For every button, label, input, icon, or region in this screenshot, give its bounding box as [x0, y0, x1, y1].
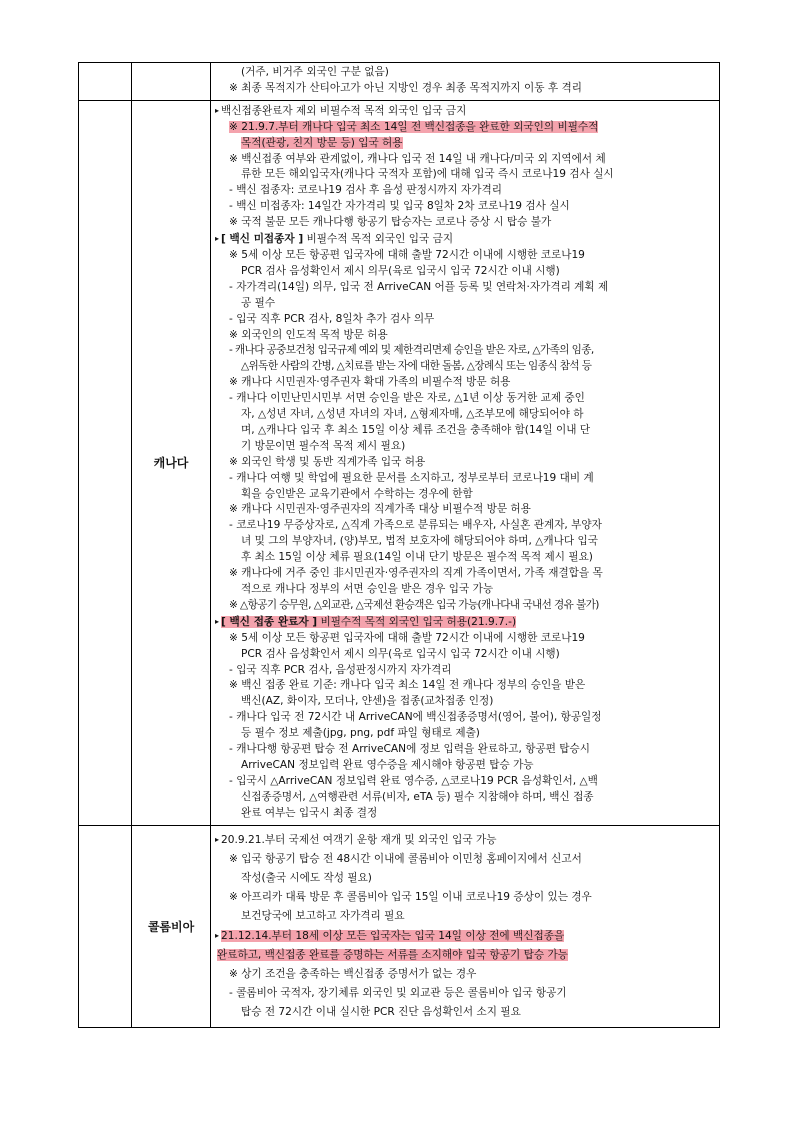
text-line: 획을 승인받은 교육기관에서 수학하는 경우에 한함 — [241, 487, 473, 500]
triangle-bullet-icon: ▸ — [215, 834, 220, 844]
text-line: - 코로나19 무증상자로, △직계 가족으로 분류되는 배우자, 사실혼 관계자, 부양자 — [229, 519, 602, 532]
text-line: ※ △항공기 승무원, △외교관, △국제선 환승객은 입국 가능(캐나다내 국내선 경유 불가) — [229, 598, 599, 611]
text-line: 완료하고, 백신접종 완료를 증명하는 서류를 소지해야 입국 항공기 탑승 가능 — [217, 948, 568, 961]
text-line: - 입국 직후 PCR 검사, 8일차 추가 검사 의무 — [229, 312, 435, 325]
table-row — [79, 825, 719, 1027]
text-line: 백신(AZ, 화이자, 모더나, 얀센)을 접종(교차접종 인정) — [241, 695, 494, 708]
text-line: - 백신 접종자: 코로나19 검사 후 음성 판정시까지 자가격리 — [229, 184, 502, 197]
text-line: ※ 5세 이상 모든 항공편 입국자에 대해 출발 72시간 이내에 시행한 코로나19 — [229, 248, 585, 261]
text-line: (거주, 비거주 외국인 구분 없음) — [241, 66, 389, 78]
text-line: ※ 상기 조건을 충족하는 백신접종 증명서가 없는 경우 — [229, 967, 477, 980]
text-line: ※ 백신접종 여부와 관계없이, 캐나다 입국 전 14일 내 캐나다/미국 외 지역에서 체 — [229, 152, 606, 165]
text-line: 탑승 전 72시간 이내 실시한 PCR 진단 음성확인서 소지 필요 — [241, 1005, 521, 1018]
text-line: 작성(출국 시에도 작성 필요) — [241, 871, 372, 884]
text-line: ▸ 20.9.21.부터 국제선 여객기 운항 재개 및 외국인 입국 가능 — [215, 833, 497, 846]
text-line: 자, △성년 자녀, △성년 자녀의 자녀, △형제자매, △조부모에 해당되어야 하 — [241, 408, 584, 421]
triangle-bullet-icon: ▸ — [215, 930, 220, 940]
text-line: ※ 5세 이상 모든 항공편 입국자에 대해 출발 72시간 이내에 시행한 코로나19 — [229, 631, 585, 644]
text-line: - 캐나다 공중보건청 입국규제 예외 및 제한격리면제 승인을 받은 자로, △가족의 임종, — [229, 344, 594, 357]
text-line: ※ 입국 항공기 탑승 전 48시간 이내에 콜롬비아 이민청 홈페이지에서 신고서 — [229, 852, 582, 865]
policy-table — [78, 62, 720, 1028]
triangle-bullet-icon: ▸ — [215, 234, 220, 244]
text-line: - 입국시 △ArriveCAN 정보입력 완료 영수증, △코로나19 PCR 음성확인서, △백 — [229, 774, 598, 787]
text-line: - 입국 직후 PCR 검사, 음성판정시까지 자가격리 — [229, 663, 452, 676]
content-cell — [211, 63, 719, 100]
text-line: 류한 모든 해외입국자(캐나다 국적자 포함)에 대해 입국 즉시 코로나19 검사 실시 — [241, 168, 614, 181]
text-line: 보건당국에 보고하고 자가격리 필요 — [241, 909, 405, 922]
content-cell — [211, 826, 719, 1027]
text-line: - 백신 미접종자: 14일간 자가격리 및 입국 8일차 2차 코로나19 검사 실시 — [229, 200, 570, 213]
text-line: ※ 백신 접종 완료 기준: 캐나다 입국 최소 14일 전 캐나다 정부의 승인을 받은 — [229, 679, 586, 692]
content-cell — [211, 101, 719, 825]
text-line: ※ 캐나다 시민권자·영주권자의 직계가족 대상 비필수적 방문 허용 — [229, 503, 531, 516]
text-line: ※ 외국인의 인도적 목적 방문 허용 — [229, 328, 388, 341]
text-line: ▸ [ 백신 미접종자 ] 비필수적 목적 외국인 입국 금지 — [215, 233, 454, 246]
country-cell — [132, 63, 211, 100]
text-line: ▸ 21.12.14.부터 18세 이상 모든 입국자는 입국 14일 이상 전에 백신접종을 — [215, 929, 565, 942]
text-line: - 캐나다 입국 전 72시간 내 ArriveCAN에 백신접종증명서(영어, 불어), 항공일정 — [229, 711, 602, 724]
text-line: ※ 국적 불문 모든 캐나다행 항공기 탑승자는 코로나 증상 시 탑승 불가 — [229, 216, 552, 229]
text-line: - 자가격리(14일) 의무, 입국 전 ArriveCAN 어플 등록 및 연락처·자가격리 계획 제 — [229, 280, 609, 293]
text-line: ※ 최종 목적지가 산티아고가 아닌 지방인 경우 최종 목적지까지 이동 후 격리 — [229, 81, 582, 94]
text-line: ※ 외국인 학생 및 동반 직계가족 입국 허용 — [229, 455, 426, 468]
text-line: ※ 아프리카 대륙 방문 후 콜롬비아 입국 15일 이내 코로나19 증상이 있는 경우 — [229, 890, 592, 903]
blank-cell — [79, 63, 132, 100]
text-line: 신접종증명서, △여행관련 서류(비자, eTA 등) 필수 지참해야 하며, 백신 접종 — [241, 790, 594, 803]
text-line: 후 최소 15일 이상 체류 필요(14일 이내 단기 방문은 필수적 목적 제시 필요) — [241, 551, 593, 564]
text-line: ※ 캐나다에 거주 중인 非시민권자·영주권자의 직계 가족이면서, 가족 재결합을 목 — [229, 567, 603, 580]
text-line: ※ 21.9.7.부터 캐나다 입국 최소 14일 전 백신접종을 완료한 외국인의 비필수적 — [229, 120, 599, 133]
table-row — [79, 100, 719, 825]
text-line: - 캐나다 여행 및 학업에 필요한 문서를 소지하고, 정부로부터 코로나19 대비 계 — [229, 471, 594, 484]
text-line: 완료 여부는 입국시 최종 결정 — [241, 806, 378, 819]
text-line: - 콜롬비아 국적자, 장기체류 외국인 및 외교관 등은 콜롬비아 입국 항공기 — [229, 986, 567, 999]
text-line: PCR 검사 음성확인서 제시 의무(육로 입국시 입국 72시간 이내 시행) — [241, 647, 560, 660]
text-line: △위독한 사람의 간병, △치료를 받는 자에 대한 돌봄, △장례식 또는 임종식 참석 등 — [241, 360, 592, 373]
text-line: 공 필수 — [241, 296, 276, 309]
text-line: 기 방문이면 필수적 목적 제시 필요) — [241, 439, 406, 452]
text-line: 녀 및 그의 부양자녀, (양)부모, 법적 보호자에 해당되어야 하며, △캐나다 입국 — [241, 535, 598, 548]
blank-cell — [79, 101, 132, 825]
country-cell-colombia: 콜롬비아 — [132, 826, 211, 1027]
text-line: ※ 캐나다 시민권자·영주권자 확대 가족의 비필수적 방문 허용 — [229, 376, 511, 389]
text-line: ArriveCAN 정보입력 완료 영수증을 제시해야 항공편 탑승 가능 — [241, 758, 534, 771]
blank-cell — [79, 826, 132, 1027]
text-line: PCR 검사 음성확인서 제시 의무(육로 입국시 입국 72시간 이내 시행) — [241, 264, 560, 277]
text-line: - 캐나다행 항공편 탑승 전 ArriveCAN에 정보 입력을 완료하고, 항공편 탑승시 — [229, 743, 591, 756]
text-line: 등 필수 정보 제출(jpg, png, pdf 파일 형태로 제출) — [241, 727, 480, 740]
text-line: 적으로 캐나다 정부의 서면 승인을 받은 경우 입국 가능 — [241, 583, 494, 595]
text-line: ▸ [ 백신 접종 완료자 ] 비필수적 목적 외국인 입국 허용(21.9.7.-) — [215, 615, 517, 628]
text-line: ▸ 백신접종완료자 제외 비필수적 목적 외국인 입국 금지 — [215, 104, 467, 117]
text-line: - 캐나다 이민난민시민부 서면 승인을 받은 자로, △1년 이상 동거한 교제 중인 — [229, 392, 585, 405]
text-line: 목적(관광, 친지 방문 등) 입국 허용 — [241, 136, 403, 149]
triangle-bullet-icon: ▸ — [215, 105, 220, 115]
triangle-bullet-icon: ▸ — [215, 616, 220, 626]
country-cell-canada: 캐나다 — [132, 101, 211, 825]
text-line: 며, △캐나다 입국 후 최소 15일 이상 체류 조건을 충족해야 함(14일 이내 단 — [241, 423, 591, 436]
table-row — [79, 63, 719, 100]
